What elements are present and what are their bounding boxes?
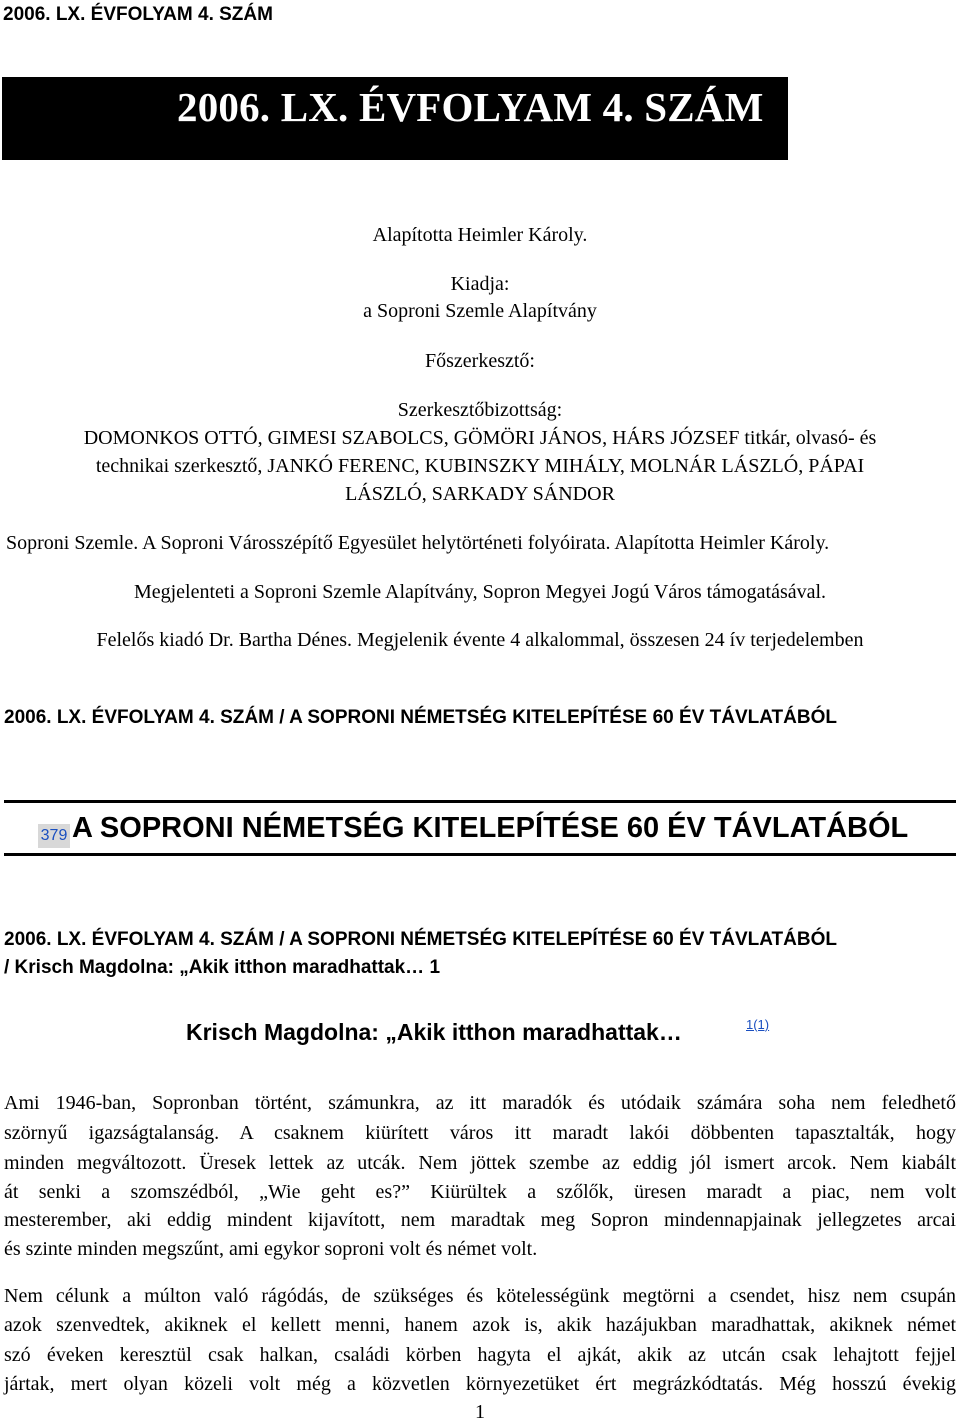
divider	[4, 800, 956, 803]
board-label: Szerkesztőbizottság:	[397, 399, 563, 421]
footnote-link[interactable]: 1(1)	[746, 1017, 770, 1032]
breadcrumb: 2006. LX. ÉVFOLYAM 4. SZÁM / A SOPRONI NÉMETSÉG KITELEPÍTÉSE 60 ÉV TÁVLATÁBÓL	[4, 707, 837, 728]
paragraph-line: és szinte minden megszűnt, ami egykor soproni volt és német volt.	[4, 1238, 538, 1260]
page-number: 1	[475, 1401, 485, 1423]
paragraph-line: szó éveken keresztül csak halkan, családi körben hagyta el ajkát, akik az utcán csak lehajtott fejjel	[4, 1344, 956, 1366]
about-line: Megjelenteti a Soproni Szemle Alapítvány, Sopron Megyei Jogú Város támogatásával.	[133, 581, 827, 603]
title-banner	[2, 77, 788, 160]
publisher-label: Kiadja:	[450, 273, 510, 295]
paragraph-line: át senki a szomszédból, „Wie geht es?” Kiürültek a szőlők, üresen maradt a piac, nem volt	[4, 1181, 956, 1203]
breadcrumb: 2006. LX. ÉVFOLYAM 4. SZÁM / A SOPRONI NÉMETSÉG KITELEPÍTÉSE 60 ÉV TÁVLATÁBÓL	[4, 929, 837, 950]
paragraph-line: mesterember, aki eddig mindent kijavított, nem maradtak meg Sopron mindennapjainak jellegzetes arcai	[4, 1209, 956, 1231]
board-members-line: LÁSZLÓ, SARKADY SÁNDOR	[345, 483, 615, 505]
paragraph-line: Ami 1946-ban, Sopronban történt, számunkra, az itt maradók és utódaik számára soha nem feledhető	[4, 1092, 956, 1114]
divider	[4, 853, 956, 856]
paragraph-line: azok szenvedtek, akiknek el kellett menni, hanem azok is, akik hazájukban maradhattak, akiknek német	[4, 1314, 956, 1336]
breadcrumb-continued: / Krisch Magdolna: „Akik itthon maradhattak… 1	[4, 957, 441, 978]
page-reference-link[interactable]: 379	[38, 824, 70, 848]
board-members-line: DOMONKOS OTTÓ, GIMESI SZABOLCS, GÖMÖRI JÁNOS, HÁRS JÓZSEF titkár, olvasó- és	[83, 427, 877, 449]
paragraph-line: minden megváltozott. Üresek lettek az utcák. Nem jöttek szembe az eddig jól ismert arcok. Nem kiabált	[4, 1152, 956, 1174]
paragraph-line: szörnyű igazságtalanság. A csaknem kiürített város itt maradt lakói döbbenten tapasztalták, hogy	[4, 1122, 956, 1144]
paragraph-line: Nem célunk a múlton való rágódás, de szükséges és kötelességünk megtörni a csendet, hisz nem csupán	[4, 1285, 956, 1307]
section-heading: A SOPRONI NÉMETSÉG KITELEPÍTÉSE 60 ÉV TÁVLATÁBÓL	[72, 812, 909, 844]
about-line: Soproni Szemle. A Soproni Városszépítő Egyesület helytörténeti folyóirata. Alapította Heimler Károly.	[6, 532, 830, 554]
document-header: 2006. LX. ÉVFOLYAM 4. SZÁM	[3, 4, 273, 25]
paragraph-line: jártak, mert olyan közeli volt még a közvetlen környezetüket ért megrázkódtatás. Még hosszú évekig	[4, 1373, 956, 1395]
board-members-line: technikai szerkesztő, JANKÓ FERENC, KUBINSZKY MIHÁLY, MOLNÁR LÁSZLÓ, PÁPAI	[95, 455, 865, 477]
publisher-name: a Soproni Szemle Alapítvány	[363, 300, 597, 322]
banner-title: 2006. LX. ÉVFOLYAM 4. SZÁM	[177, 84, 764, 130]
founder-line: Alapította Heimler Károly.	[372, 224, 588, 246]
about-line: Felelős kiadó Dr. Bartha Dénes. Megjelenik évente 4 alkalommal, összesen 24 ív terjedelemben	[96, 629, 864, 651]
editor-in-chief-label: Főszerkesztő:	[425, 350, 535, 372]
article-title: Krisch Magdolna: „Akik itthon maradhattak…	[186, 1019, 682, 1045]
